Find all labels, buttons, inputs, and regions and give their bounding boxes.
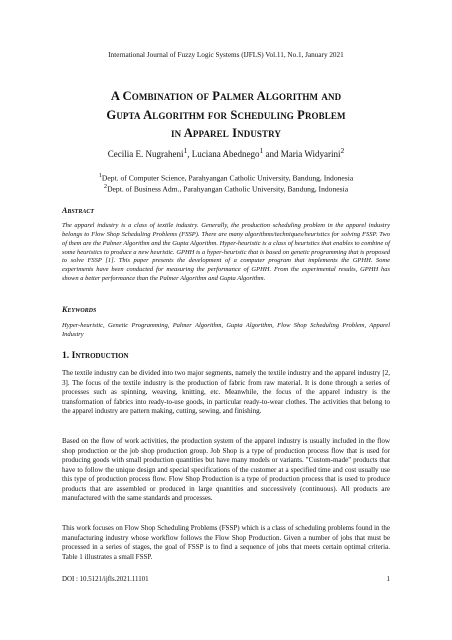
- body-paragraph: The textile industry can be divided into two major segments, namely the textile industry and the apparel industry [2, 3]. The focus of the textile industry is the production of fabric from raw material. It is done through a series of processes such as spinning, weaving, knitting, etc. Meanwhile, the focus of the apparel industry is the transformation of fabrics into ready-to-use goods, in particular ready-to-wear clothes. The activities that belong to the apparel industry are pattern making, cutting, sewing, and finishing.: [62, 369, 390, 416]
- title-line: A Combination of Palmer Algorithm and: [110, 89, 342, 103]
- journal-header: International Journal of Fuzzy Logic Systems (IJFLS) Vol.11, No.1, January 2021: [108, 51, 344, 59]
- title-line: Gupta Algorithm for Scheduling Problem: [106, 107, 346, 122]
- affiliation: [0, 181, 452, 195]
- affiliation-mark: 1: [98, 172, 102, 179]
- introduction-heading: 1. Introduction: [62, 350, 129, 361]
- affiliation-text: Dept. of Computer Science, Parahyangan Catholic University, Bandung, Indonesia: [101, 173, 354, 183]
- page-number: 1: [386, 576, 390, 583]
- body-paragraph: This work focuses on Flow Shop Scheduling Problems (FSSP) which is a class of scheduling problems found in the manufacturing industry whose workflow follows the Flow Shop Production. Given a number of jobs that must be processed in a series of stages, the goal of FSSP is to find a sequence of jobs that meets certain optimal criteria. Table 1 illustrates a small FSSP.: [62, 524, 390, 561]
- abstract-heading: Abstract: [62, 206, 95, 215]
- author-separator: ,: [187, 149, 192, 159]
- body-paragraph: Based on the flow of work activities, the production system of the apparel industry is usually included in the flow shop production or the job shop production group. Job Shop is a type of production process flow that is used for producing goods with small production quantities but have many models or variants. "Custom-made" products that have to follow the unique design and special specifications of the customer at a specified time and cost usually use this type of production process flow. Flow Shop Production is a type of production process that is used to produce products that are assembled or produced in large quantities and successively (continuous). All products are manufactured with the same standards and processes.: [62, 437, 390, 503]
- paper-title: [40, 87, 412, 143]
- doi-footer: DOI : 10.5121/ijfls.2021.11101: [62, 576, 149, 583]
- author-list: [0, 146, 452, 159]
- author-name: Maria Widyarini: [280, 149, 341, 159]
- author-name: Luciana Abednego: [191, 149, 260, 159]
- affiliation-mark: 2: [103, 183, 108, 190]
- affiliation-text: Dept. of Business Adm., Parahyangan Catholic University, Bandung, Indonesia: [107, 184, 349, 194]
- keywords-heading: Keywords: [62, 305, 97, 314]
- keywords-text: Hyper-heuristic, Genetic Programming, Palmer Algorithm, Gupta Algorithm, Flow Shop Scheduling Problem, Apparel Industry: [62, 322, 390, 338]
- author-affil-mark: 1: [259, 146, 264, 155]
- author-separator: and: [263, 149, 281, 159]
- author-affil-mark: 1: [183, 146, 188, 155]
- title-line: in Apparel Industry: [170, 126, 282, 140]
- author-affil-mark: 2: [340, 146, 345, 155]
- author-name: Cecilia E. Nugraheni: [107, 149, 184, 159]
- abstract-text: The apparel industry is a class of textile industry. Generally, the production scheduling problem in the apparel industry belongs to Flow Shop Scheduling Problems (FSSP). There are many algorithms/techniques/heuristics for solving FSSP. Two of them are the Palmer Algorithm and the Gupta Algorithm. Hyper-heuristic is a class of heuristics that enables to combine of some heuristics to produce a new heuristic. GPHH is a hyper-heuristic that is based on genetic programming that is proposed to solve FSSP [1]. This paper presents the development of a computer program that implements the GPHH. Some experiments have been conducted for measuring the performance of GPHH. From the experimental results, GPHH has shown a better performance than the Palmer Algorithm and Gupta Algorithm.: [62, 222, 390, 283]
